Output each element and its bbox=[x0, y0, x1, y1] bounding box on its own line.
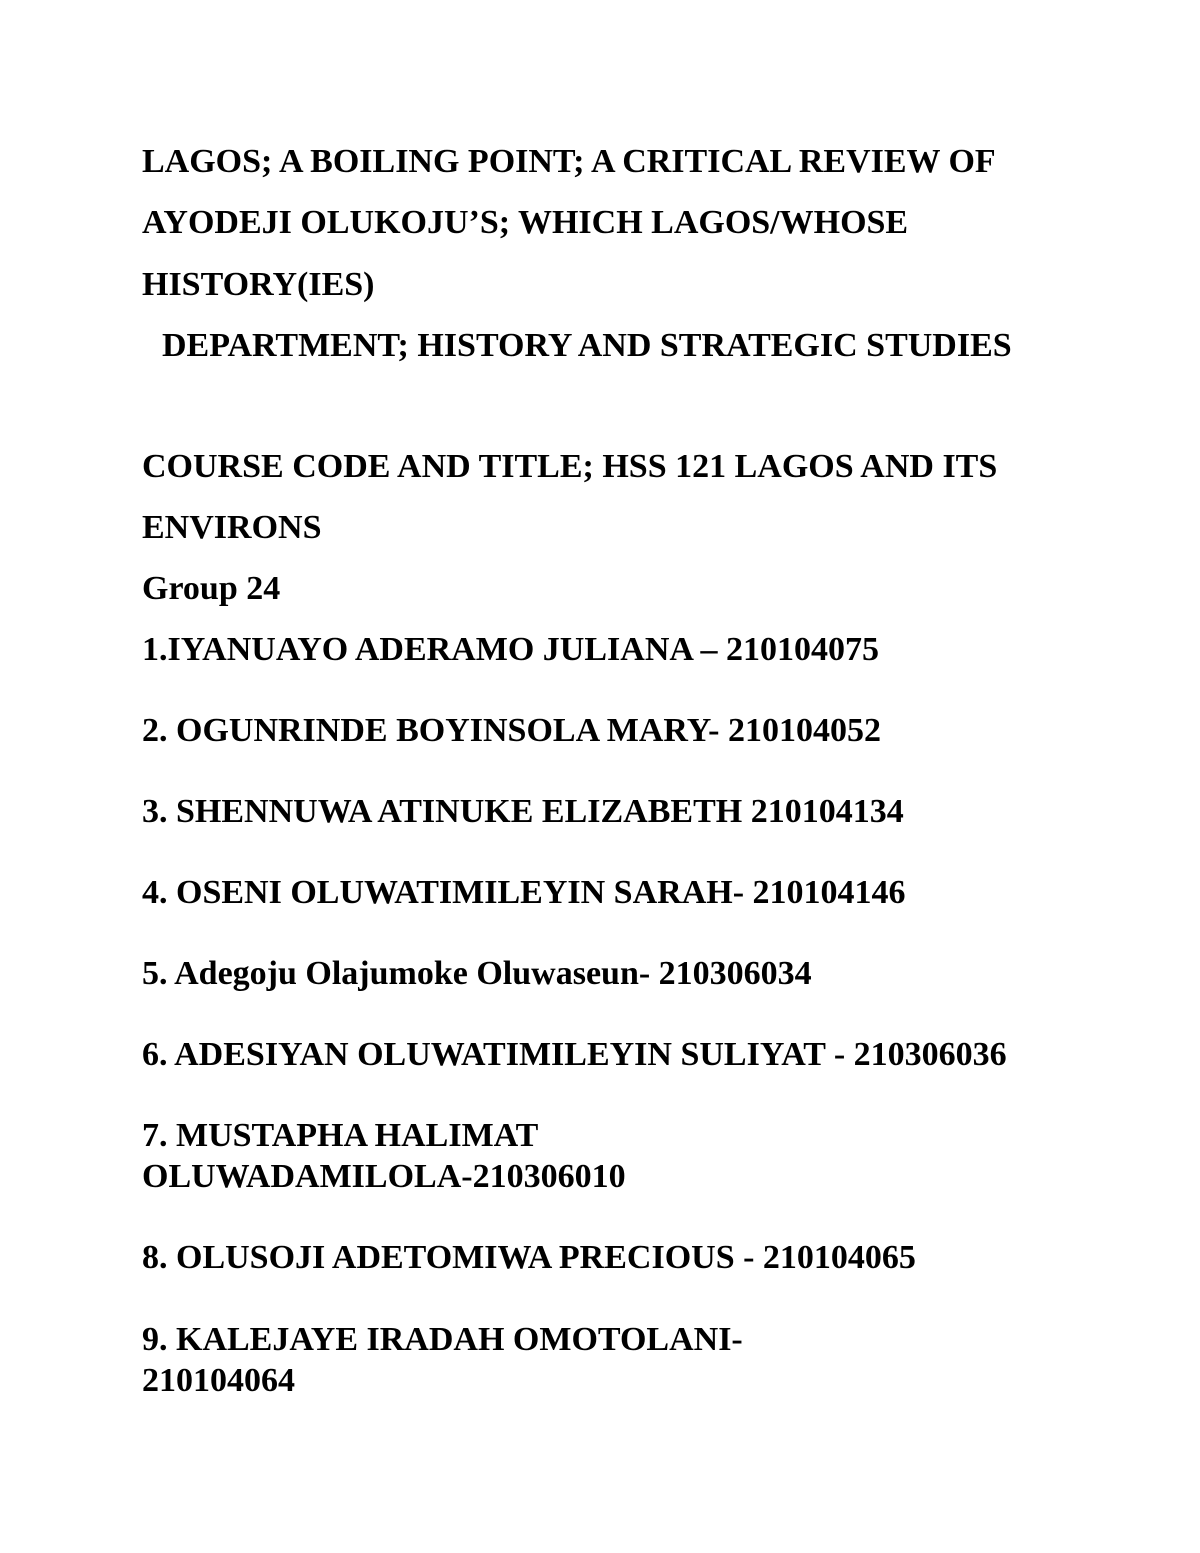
member-item: 1.IYANUAYO ADERAMO JULIANA – 210104075 bbox=[142, 631, 880, 668]
member-item-continuation: OLUWADAMILOLA-210306010 bbox=[142, 1158, 626, 1195]
member-item: 5. Adegoju Olajumoke Oluwaseun- 210306034 bbox=[142, 955, 812, 992]
member-item: 9. KALEJAYE IRADAH OMOTOLANI- bbox=[142, 1321, 743, 1358]
title-line-3: HISTORY(IES) bbox=[142, 266, 375, 303]
group-label: Group 24 bbox=[142, 570, 281, 607]
member-item: 6. ADESIYAN OLUWATIMILEYIN SULIYAT - 210306036 bbox=[142, 1036, 1007, 1073]
member-item: 3. SHENNUWA ATINUKE ELIZABETH 210104134 bbox=[142, 793, 904, 830]
title-line-2: AYODEJI OLUKOJU’S; WHICH LAGOS/WHOSE bbox=[142, 204, 909, 241]
course-line-2: ENVIRONS bbox=[142, 509, 322, 546]
member-item: 2. OGUNRINDE BOYINSOLA MARY- 210104052 bbox=[142, 712, 882, 749]
member-item-continuation: 210104064 bbox=[142, 1362, 295, 1399]
member-item: 8. OLUSOJI ADETOMIWA PRECIOUS - 210104065 bbox=[142, 1239, 916, 1276]
course-line-1: COURSE CODE AND TITLE; HSS 121 LAGOS AND ITS bbox=[142, 448, 998, 485]
member-item: 7. MUSTAPHA HALIMAT bbox=[142, 1117, 539, 1154]
department-line: DEPARTMENT; HISTORY AND STRATEGIC STUDIES bbox=[162, 327, 1012, 364]
member-item: 4. OSENI OLUWATIMILEYIN SARAH- 210104146 bbox=[142, 874, 906, 911]
title-line-1: LAGOS; A BOILING POINT; A CRITICAL REVIEW OF bbox=[142, 143, 996, 180]
